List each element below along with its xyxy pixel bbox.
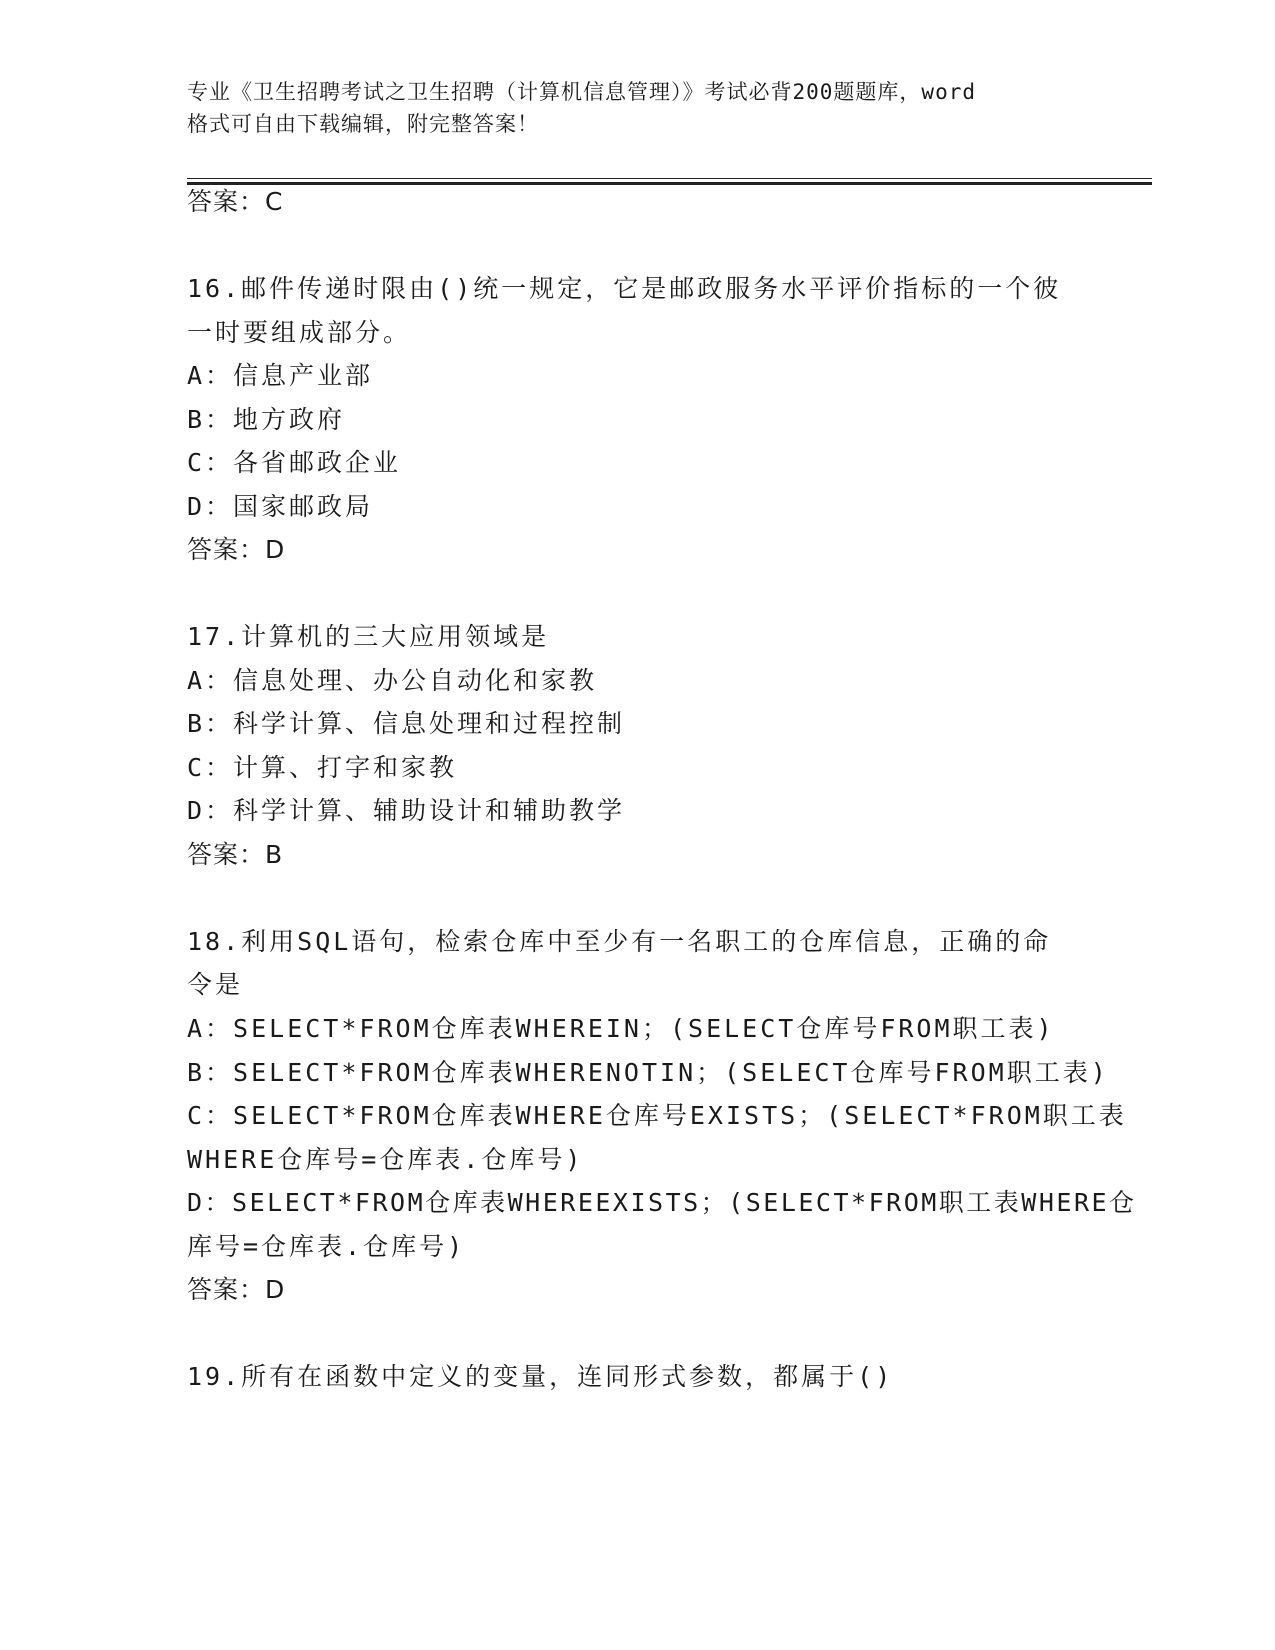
question-18-option-c-1: C：SELECT*FROM仓库表WHERE仓库号EXISTS；(SELECT*FROM职工表 (187, 1101, 1127, 1130)
header-line-2: 格式可自由下载编辑，附完整答案！ (187, 112, 539, 136)
question-18-option-a: A：SELECT*FROM仓库表WHEREIN；(SELECT仓库号FROM职工表) (187, 1014, 1055, 1043)
answer-15: 答案：C (187, 187, 284, 216)
answer-17: 答案：B (187, 840, 284, 869)
question-16-option-a: A：信息产业部 (187, 361, 374, 390)
question-16-stem-1: 16.邮件传递时限由()统一规定，它是邮政服务水平评价指标的一个彼 (187, 274, 1062, 303)
answer-16: 答案：D (187, 535, 286, 564)
answer-18: 答案：D (187, 1275, 286, 1304)
question-18-stem-1: 18.利用SQL语句，检索仓库中至少有一名职工的仓库信息，正确的命 (187, 927, 1052, 956)
question-18-option-c-2: WHERE仓库号=仓库表.仓库号) (187, 1145, 584, 1174)
question-17-stem-1: 17.计算机的三大应用领域是 (187, 622, 550, 651)
question-16-option-c: C：各省邮政企业 (187, 448, 402, 477)
question-18-option-b: B：SELECT*FROM仓库表WHERENOTIN；(SELECT仓库号FROM职工表) (187, 1058, 1109, 1087)
question-18-option-d-1: D：SELECT*FROM仓库表WHEREEXISTS；(SELECT*FROM职工表WHERE仓 (187, 1188, 1137, 1217)
question-17-option-c: C：计算、打字和家教 (187, 753, 458, 782)
question-18-option-d-2: 库号=仓库表.仓库号) (187, 1232, 466, 1261)
question-18-stem-2: 令是 (187, 970, 244, 999)
question-16-stem-2: 一时要组成部分。 (187, 318, 412, 347)
header-divider-thin (187, 178, 1152, 179)
question-16-option-b: B：地方政府 (187, 405, 346, 434)
header-divider-thick (187, 182, 1152, 185)
question-17-option-a: A：信息处理、办公自动化和家教 (187, 666, 598, 695)
question-17-option-b: B：科学计算、信息处理和过程控制 (187, 709, 626, 738)
question-19-stem-1: 19.所有在函数中定义的变量，连同形式参数，都属于() (187, 1362, 894, 1391)
question-16-option-d: D：国家邮政局 (187, 492, 374, 521)
document-header (187, 76, 1087, 140)
question-17-option-d: D：科学计算、辅助设计和辅助教学 (187, 796, 626, 825)
header-line-1: 专业《卫生招聘考试之卫生招聘（计算机信息管理）》考试必背200题题库，word (187, 80, 976, 104)
